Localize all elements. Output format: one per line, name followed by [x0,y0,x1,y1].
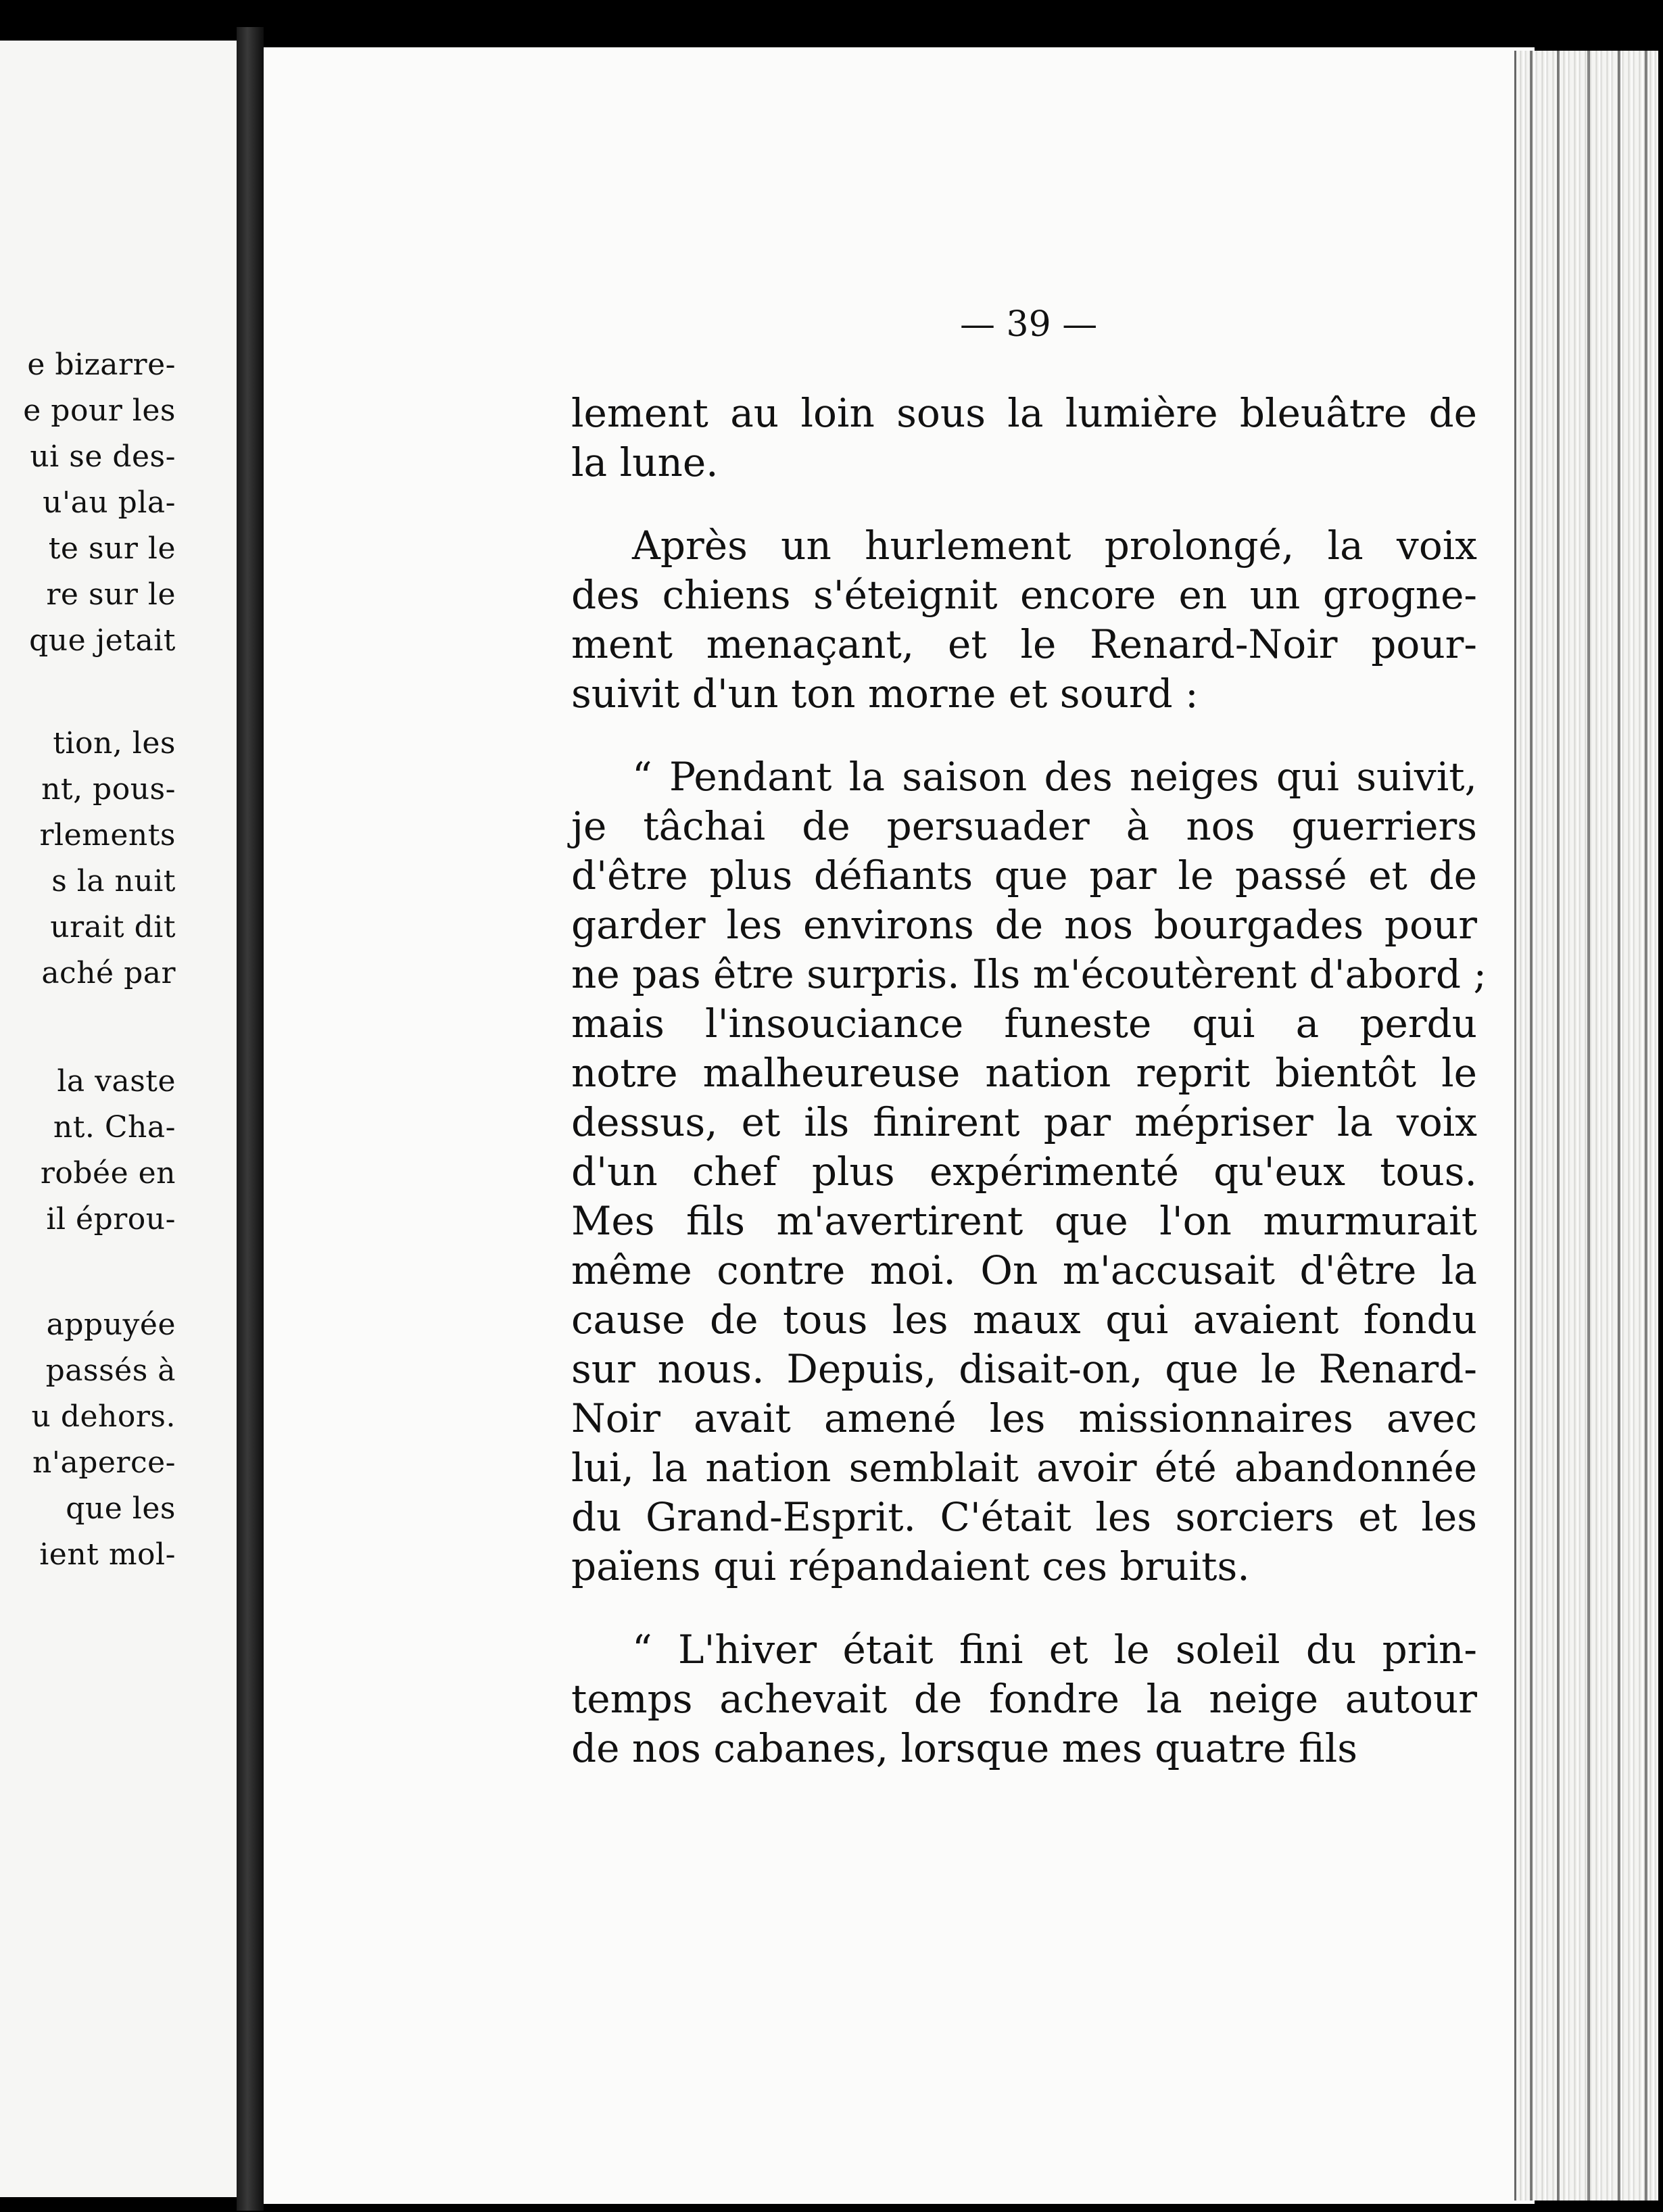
text-line: de nos cabanes, lorsque mes quatre fils [571,1725,1358,1771]
left-page-line: aché par [41,956,176,990]
text-line: des chiens s'éteignit encore en un grogne- [571,572,1477,618]
left-page-line: e bizarre- [27,347,176,382]
page-edges [1514,51,1658,2201]
text-line: lui, la nation semblait avoir été abandonnée [571,1445,1477,1491]
text-line: notre malheureuse nation reprit bientôt le [571,1050,1477,1096]
left-page-line: s la nuit [51,864,176,898]
text-line: Noir avait amené les missionnaires avec [571,1395,1477,1441]
left-page-line: n'aperce- [32,1445,176,1480]
left-page-line: ui se des- [30,439,176,474]
page-body-text [571,389,1487,1807]
text-line: garder les environs de nos bourgades pour [571,902,1477,948]
left-page-line: nt. Cha- [53,1110,176,1145]
left-page-line: nt, pous- [41,772,176,807]
right-page [264,47,1535,2204]
text-line: lement au loin sous la lumière bleuâtre de [571,390,1477,436]
left-page-line: u dehors. [31,1399,176,1434]
left-page-line: il éprou- [46,1202,176,1236]
text-line: cause de tous les maux qui avaient fondu [571,1297,1477,1343]
text-line: même contre moi. On m'accusait d'être la [571,1247,1477,1293]
text-line: Après un hurlement prolongé, la voix [632,523,1477,569]
page-number: — 39 — [960,304,1098,345]
text-line: dessus, et ils finirent par mépriser la voix [571,1099,1477,1145]
text-line: d'être plus défiants que par le passé et de [571,852,1477,898]
text-line: “ Pendant la saison des neiges qui suivit, [632,754,1477,800]
left-page-line: la vaste [57,1064,176,1099]
text-line: du Grand-Esprit. C'était les sorciers et les [571,1494,1477,1540]
paragraph [571,752,1487,1591]
book-gutter [237,27,264,2211]
left-page-line: passés à [45,1353,176,1388]
paragraph [571,521,1477,719]
paragraph [571,389,1477,487]
left-page-line: que jetait [29,623,176,658]
text-line: ne pas être surpris. Ils m'écoutèrent d'abord ; [571,951,1487,997]
left-page-line: ient mol- [39,1537,176,1572]
text-line: “ L'hiver était fini et le soleil du prin- [632,1627,1477,1673]
left-page-line: e pour les [23,393,176,428]
paragraph [571,1625,1477,1773]
text-line: Mes fils m'avertirent que l'on murmurait [571,1198,1477,1244]
text-line: païens qui répandaient ces bruits. [571,1543,1250,1589]
left-page-line: robée en [40,1156,176,1191]
text-line: suivit d'un ton morne et sourd : [571,671,1199,717]
left-page-fragment [0,41,237,2197]
text-line: ment menaçant, et le Renard-Noir pour- [571,621,1477,667]
left-page-line: u'au pla- [43,485,176,520]
left-page-line: te sur le [48,531,176,566]
text-line: temps achevait de fondre la neige autour [571,1676,1477,1722]
left-page-line: que les [66,1491,176,1526]
text-line: je tâchai de persuader à nos guerriers [571,803,1477,849]
left-page-line: appuyée [46,1307,176,1342]
text-line: la lune. [571,439,719,485]
text-line: mais l'insouciance funeste qui a perdu [571,1001,1477,1047]
text-line: d'un chef plus expérimenté qu'eux tous. [571,1149,1477,1195]
text-line: sur nous. Depuis, disait-on, que le Renard- [571,1346,1477,1392]
left-page-line: urait dit [50,910,176,944]
left-page-line: rlements [39,818,176,852]
left-page-line: re sur le [46,577,176,612]
left-page-line: tion, les [53,726,176,761]
